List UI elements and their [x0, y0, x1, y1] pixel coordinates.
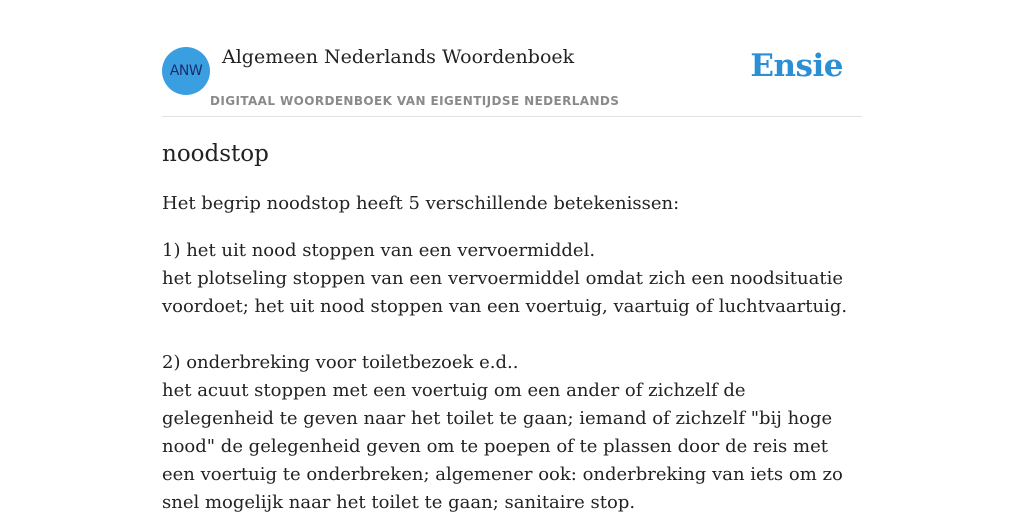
meaning-heading: 1) het uit nood stoppen van een vervoermiddel.	[162, 240, 596, 261]
meaning-item	[162, 349, 862, 512]
entry-title: noodstop	[162, 141, 269, 167]
site-title[interactable]: Algemeen Nederlands Woordenboek	[222, 46, 575, 68]
meaning-heading: 2) onderbreking voor toiletbezoek e.d..	[162, 352, 519, 373]
ensie-brand-link[interactable]: Ensie	[750, 48, 843, 84]
site-subtitle: DIGITAAL WOORDENBOEK VAN EIGENTIJDSE NEDERLANDS	[210, 94, 620, 108]
entry-content	[162, 138, 862, 512]
meaning-definition: het acuut stoppen met een voertuig om een ander of zichzelf de gelegenheid te geven naar het toilet te gaan; iemand of zichzelf "bij hoge nood" de gelegenheid geven om te poepen of te plassen door de reis met een voertuig te onderbreken; algemener ook: onderbreking van iets om zo snel mogelijk naar het toilet te gaan; sanitaire stop.	[162, 380, 843, 512]
site-header	[162, 0, 862, 117]
meaning-item	[162, 237, 862, 321]
logo-text: ANW	[169, 63, 203, 79]
entry-intro: Het begrip noodstop heeft 5 verschillende betekenissen:	[162, 193, 680, 214]
meanings-list	[162, 237, 862, 512]
anw-logo[interactable]	[162, 47, 210, 95]
meaning-definition: het plotseling stoppen van een vervoermiddel omdat zich een noodsituatie voordoet; het uit nood stoppen van een voertuig, vaartuig of luchtvaartuig.	[162, 268, 848, 317]
